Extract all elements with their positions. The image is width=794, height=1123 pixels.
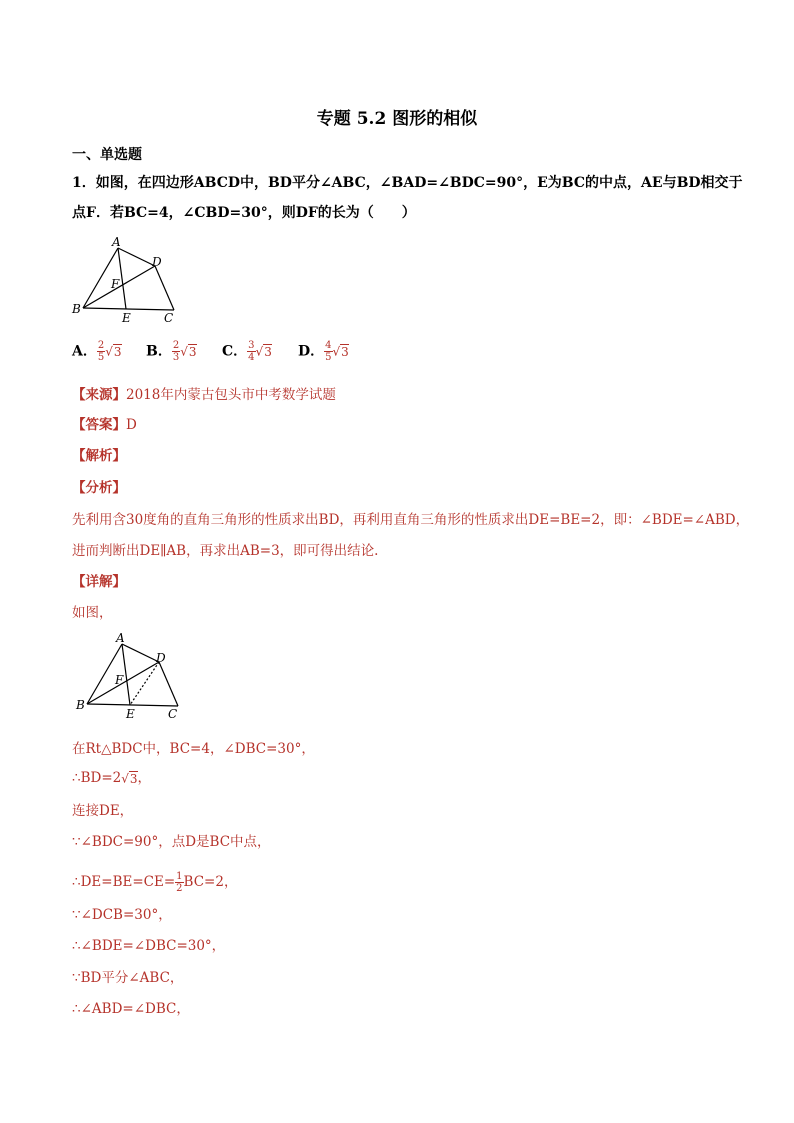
- detail-intro: 如图，: [72, 605, 113, 621]
- denominator: 5: [97, 352, 105, 363]
- radicand: 3: [113, 344, 122, 359]
- fig2-label-f: F: [115, 673, 124, 687]
- detail-line-5: [72, 870, 237, 894]
- fig-label-f: F: [111, 277, 120, 291]
- detail-figure: [70, 630, 200, 722]
- denominator: 3: [172, 352, 180, 363]
- fraction: [324, 340, 332, 363]
- detail-line-7: ∴∠BDE=∠DBC=30°，: [72, 938, 226, 954]
- source-label: 【来源】: [72, 387, 126, 403]
- sqrt: √3: [105, 344, 122, 359]
- detail-label: [72, 570, 126, 590]
- answer-line: [72, 413, 137, 433]
- question-figure: [66, 234, 196, 326]
- numerator: 2: [97, 340, 105, 351]
- fraction: [175, 871, 183, 894]
- option-b: [146, 340, 197, 363]
- question-text-line-2: 点F．若BC=4，∠CBD=30°，则DF的长为（ ）: [72, 205, 416, 221]
- option-letter: A．: [72, 343, 97, 360]
- answer-label: 【答案】: [72, 417, 126, 433]
- question-text-line-1: 1．如图，在四边形ABCD中，BD平分∠ABC，∠BAD=∠BDC=90°，E为BC的中点，AE与BD相交于: [72, 175, 743, 191]
- denominator: 5: [325, 352, 332, 363]
- detail-label-text: 【详解】: [72, 574, 126, 590]
- source-text: 2018年内蒙古包头市中考数学试题: [126, 387, 336, 403]
- analysis-label-text: 【解析】: [72, 448, 126, 464]
- numerator: 2: [172, 340, 180, 351]
- denominator: 4: [248, 352, 255, 363]
- sqrt: √3: [180, 344, 197, 359]
- option-a: [72, 340, 122, 363]
- fraction: [172, 340, 180, 363]
- fenxi-label: [72, 476, 126, 496]
- fig2-label-a: A: [116, 631, 125, 645]
- option-letter: B．: [146, 343, 172, 360]
- numerator: 1: [176, 871, 183, 882]
- fig-label-d: D: [152, 255, 162, 269]
- radicand: 3: [129, 771, 138, 786]
- option-c: [222, 340, 272, 363]
- numerator: 4: [325, 340, 332, 351]
- radicand: 3: [188, 344, 197, 359]
- fig2-label-b: B: [76, 698, 85, 712]
- radicand: 3: [341, 344, 349, 359]
- detail-line-5-text: ∴DE=BE=CE=: [72, 874, 176, 890]
- sqrt: √3: [121, 771, 138, 786]
- numerator: 3: [248, 340, 255, 351]
- detail-line-8: ∵BD平分∠ABC，: [72, 970, 184, 986]
- fenxi-label-text: 【分析】: [72, 480, 126, 496]
- fig2-label-e: E: [126, 707, 135, 721]
- detail-line-2: [72, 766, 151, 786]
- option-d: [298, 340, 349, 363]
- fig2-label-c: C: [168, 707, 178, 721]
- fenxi-line-1: 先利用含30度角的直角三角形的性质求出BD，再利用直角三角形的性质求出DE=BE=2，即：∠BDE=∠ABD，: [72, 512, 750, 528]
- fenxi-line-2: 进而判断出DE∥AB，再求出AB=3，即可得出结论.: [72, 543, 379, 559]
- detail-line-2-text: ∴BD=2: [72, 770, 122, 786]
- source-line: [72, 383, 336, 403]
- fig-label-c: C: [164, 311, 174, 325]
- detail-line-9: ∴∠ABD=∠DBC，: [72, 1001, 190, 1017]
- fig-label-b: B: [72, 302, 81, 316]
- analysis-label: [72, 444, 126, 464]
- page-title: 专题 5.2 图形的相似: [316, 109, 478, 129]
- fig-label-e: E: [122, 311, 131, 325]
- option-letter: D．: [298, 343, 325, 360]
- detail-line-3: 连接DE，: [72, 803, 134, 819]
- fig-label-a: A: [112, 235, 121, 249]
- section-heading: 一、单选题: [72, 147, 142, 163]
- detail-line-5-tail: BC=2，: [183, 874, 238, 890]
- sqrt: √3: [255, 344, 272, 359]
- detail-line-6: ∵∠DCB=30°，: [72, 907, 172, 923]
- option-letter: C．: [222, 343, 248, 360]
- detail-line-1: 在Rt△BDC中，BC=4，∠DBC=30°，: [72, 741, 315, 757]
- answer-text: D: [126, 417, 137, 433]
- detail-line-4: ∵∠BDC=90°，点D是BC中点，: [72, 834, 271, 850]
- radicand: 3: [264, 344, 272, 359]
- fraction: [247, 340, 255, 363]
- fig2-label-d: D: [156, 651, 166, 665]
- denominator: 2: [176, 883, 183, 894]
- fraction: [97, 340, 105, 363]
- detail-line-2-tail: ，: [137, 770, 152, 786]
- sqrt: √3: [332, 344, 349, 359]
